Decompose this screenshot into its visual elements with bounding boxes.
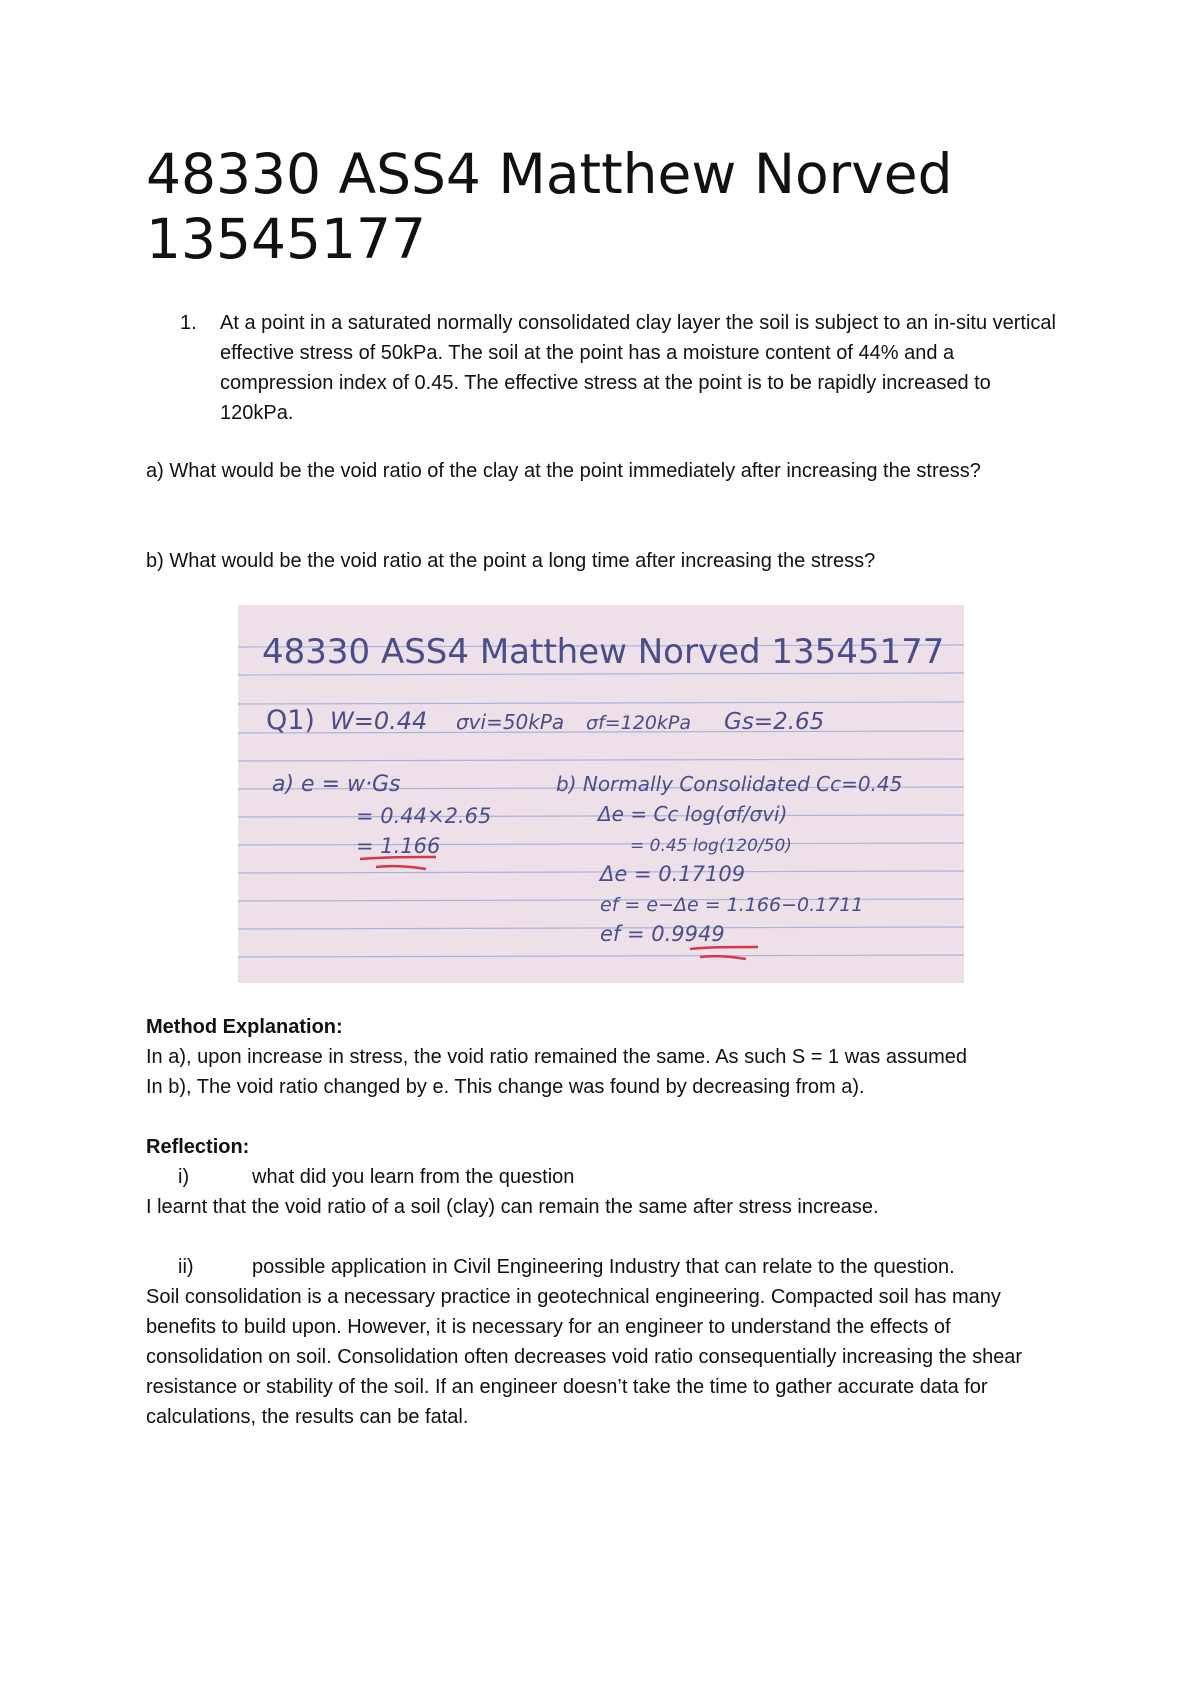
handwritten-working-photo [238,605,964,983]
reflection-i-answer: I learnt that the void ratio of a soil (clay) can remain the same after stress increase. [146,1196,879,1218]
reflection-ii-label: ii) [178,1256,194,1278]
hw-b-line4: Δe = 0.17109 [600,862,746,886]
hw-given-sigma-f: σf=120kPa [586,712,692,734]
question-number: 1. [180,312,197,334]
document-title: 48330 ASS4 Matthew Norved 13545177 [146,142,953,271]
hw-q-label: Q1) [266,705,315,736]
reflection-ii-text: possible application in Civil Engineering Industry that can relate to the question. [252,1256,955,1278]
hw-given-gs: Gs=2.65 [724,709,825,735]
hw-a-line3: = 1.166 [356,834,441,858]
reflection-heading: Reflection: [146,1136,250,1158]
red-underline-a [360,857,436,869]
reflection-item-i [146,1162,1106,1192]
hw-b-line5: ef = e−Δe = 1.166−0.1711 [600,894,864,916]
method-line-2: In b), The void ratio changed by e. This change was found by decreasing from a). [146,1076,865,1098]
hw-b-line2: Δe = Cc log(σf/σvi) [598,802,788,826]
reflection-ii-answer: Soil consolidation is a necessary practice in geotechnical engineering. Compacted soil has many benefits to build upon. However, it is necessary for an engineer to understand the effects of consolidation on soil. Consolidation often decreases void ratio consequentially increasing the shear resistance or stability of the soil. If an engineer doesn’t take the time to gather accurate data for calculations, the results can be fatal. [146,1286,1023,1428]
reflection-item-ii [146,1252,1106,1282]
method-heading: Method Explanation: [146,1016,343,1038]
hw-given-w: W=0.44 [330,707,428,735]
red-underline-b [690,947,758,959]
part-a-question: a) What would be the void ratio of the clay at the point immediately after increasing the stress? [146,460,981,482]
handwritten-working-svg [238,605,964,983]
hw-a-line2: = 0.44×2.65 [356,804,492,828]
hw-b-line3: = 0.45 log(120/50) [630,836,792,856]
question-text: At a point in a saturated normally consolidated clay layer the soil is subject to an in-situ vertical effective stress of 50kPa. The soil at the point has a moisture content of 44% and a compression index of 0.45. The effective stress at the point is to be rapidly increased to 120kPa. [220,312,1056,424]
hw-header: 48330 ASS4 Matthew Norved 13545177 [262,632,945,672]
hw-a-line1: a) e = w·Gs [272,772,401,797]
reflection-i-text: what did you learn from the question [252,1166,575,1188]
method-line-1: In a), upon increase in stress, the void ratio remained the same. As such S = 1 was assumed [146,1046,967,1068]
hw-b-line1: b) Normally Consolidated Cc=0.45 [556,772,903,796]
hw-given-sigma-vi: σvi=50kPa [456,710,565,734]
hw-b-line6: ef = 0.9949 [600,922,725,946]
part-b-question: b) What would be the void ratio at the point a long time after increasing the stress? [146,550,876,572]
reflection-i-label: i) [178,1166,190,1188]
